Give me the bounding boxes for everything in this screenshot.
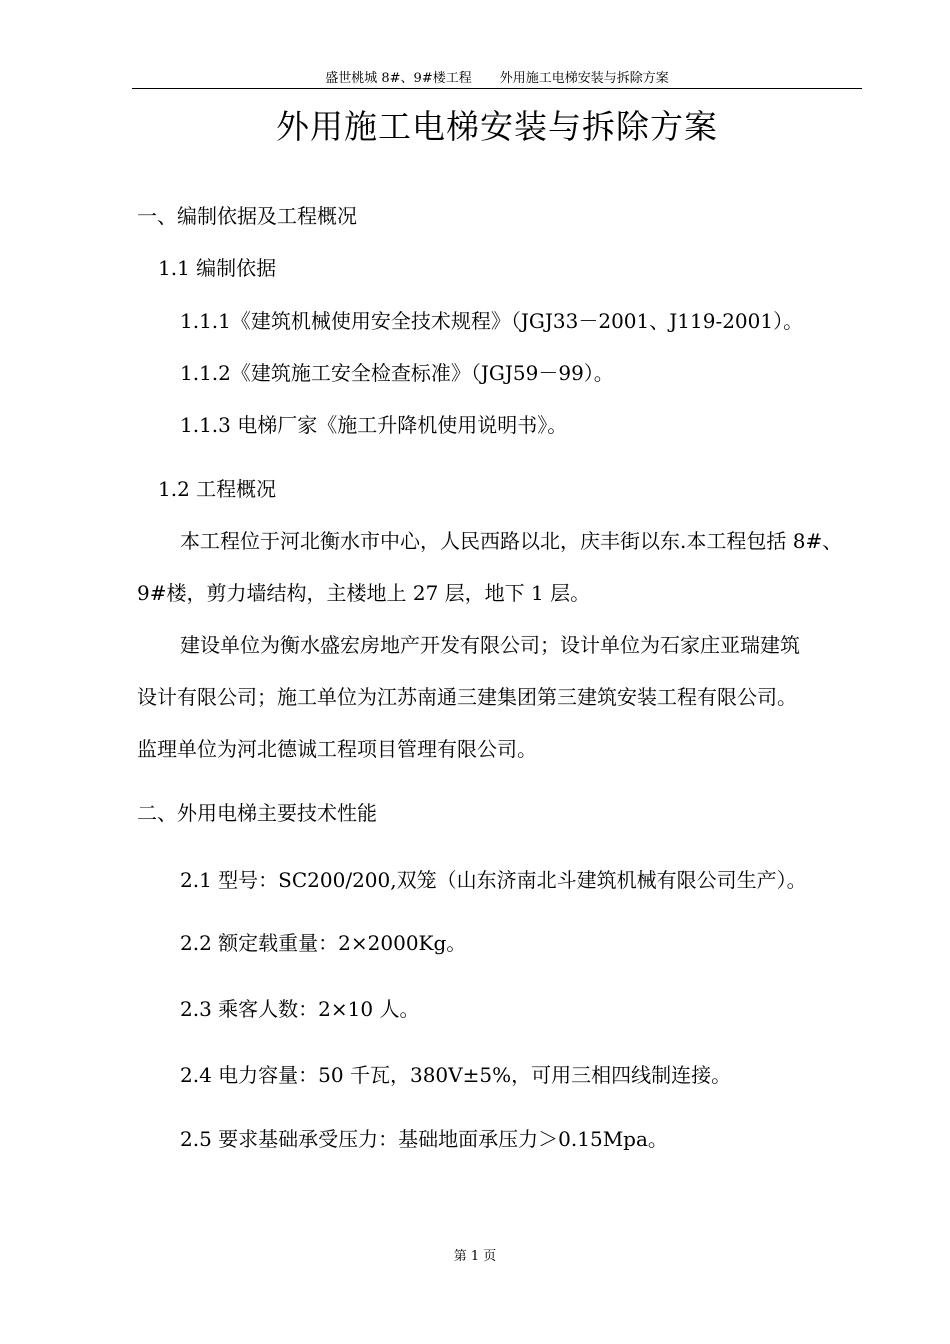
overview-paragraph-1-line: 9#楼，剪力墙结构，主楼地上 27 层，地下 1 层。 <box>137 581 591 605</box>
page-header <box>132 70 862 88</box>
spec-item: 2.2 额定载重量：2×2000Kg。 <box>180 931 467 955</box>
reference-item: 1.1.1《建筑机械使用安全技术规程》（JGJ33－2001、J119-2001）。 <box>180 309 804 333</box>
overview-paragraph-1-line: 本工程位于河北衡水市中心，人民西路以北，庆丰街以东.本工程包括 8#、 <box>180 529 843 553</box>
header-project: 盛世桃城 8#、9#楼工程 <box>325 71 472 86</box>
overview-paragraph-2-line: 监理单位为河北德诚工程项目管理有限公司。 <box>137 737 537 761</box>
header-divider <box>132 88 862 89</box>
header-doc-title: 外用施工电梯安装与拆除方案 <box>499 71 669 86</box>
section-1-heading: 一、编制依据及工程概况 <box>137 204 357 228</box>
spec-item: 2.4 电力容量：50 千瓦，380V±5%，可用三相四线制连接。 <box>180 1063 732 1087</box>
spec-item: 2.1 型号：SC200/200,双笼（山东济南北斗建筑机械有限公司生产）。 <box>180 868 807 892</box>
subsection-1-1-heading: 1.1 编制依据 <box>158 256 277 280</box>
page-number: 第 1 页 <box>453 1249 497 1264</box>
overview-paragraph-2-line: 设计有限公司；施工单位为江苏南通三建集团第三建筑安装工程有限公司。 <box>137 685 797 709</box>
spec-item: 2.5 要求基础承受压力：基础地面承压力＞0.15Mpa。 <box>180 1127 668 1151</box>
reference-item: 1.1.3 电梯厂家《施工升降机使用说明书》。 <box>180 413 568 437</box>
subsection-1-2-heading: 1.2 工程概况 <box>158 477 277 501</box>
spec-item: 2.3 乘客人数：2×10 人。 <box>180 997 420 1021</box>
section-2-heading: 二、外用电梯主要技术性能 <box>137 801 377 825</box>
document-title: 外用施工电梯安装与拆除方案 <box>276 107 718 146</box>
reference-item: 1.1.2《建筑施工安全检查标准》（JGJ59－99）。 <box>180 361 614 385</box>
overview-paragraph-2-line: 建设单位为衡水盛宏房地产开发有限公司；设计单位为石家庄亚瑞建筑 <box>180 633 800 657</box>
